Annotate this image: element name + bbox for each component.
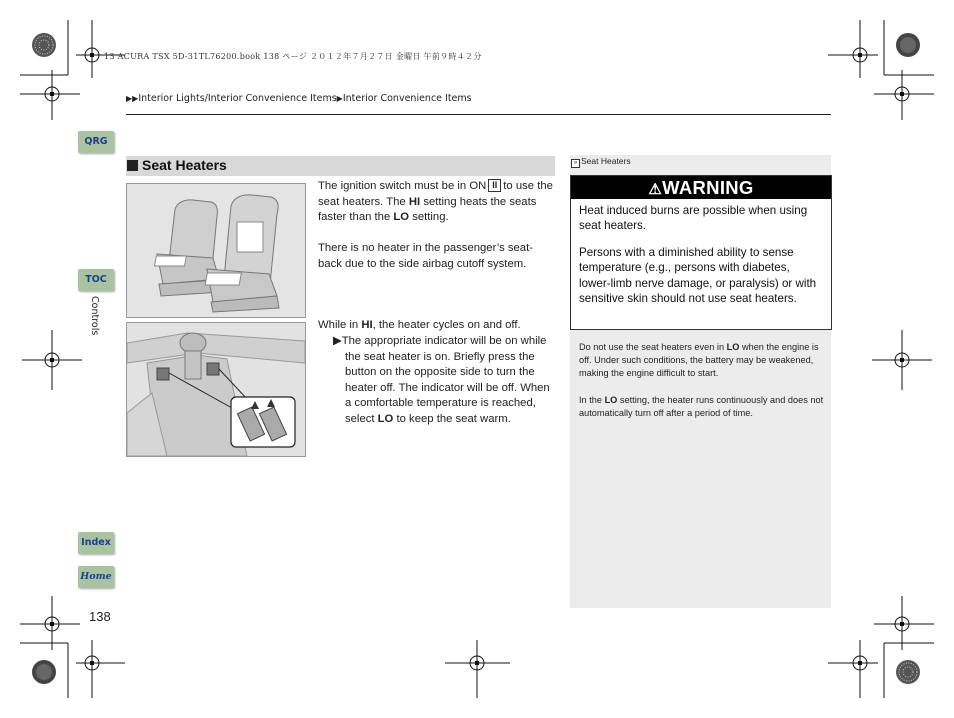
panel-heading: [571, 156, 631, 168]
battery-note: [579, 341, 829, 380]
seats-illustration: [126, 183, 306, 318]
section-title: Seat Heaters: [142, 157, 227, 173]
page-number: 138: [89, 609, 111, 624]
breadcrumb-link-convenience-items[interactable]: Interior Convenience Items: [342, 93, 472, 104]
hi-label-2: HI: [361, 319, 373, 331]
warning-triangle-icon: ⚠: [648, 181, 663, 198]
hi-label: HI: [408, 195, 421, 208]
note1-lo-label: LO: [726, 342, 740, 352]
note1-text-b: when the engine is off. Under such conditions, the battery may be weakened, making the engine difficult to start.: [579, 342, 819, 378]
p1-text-b: to use the seat heaters. The: [318, 180, 553, 208]
p1-text-c: setting heats the seats faster than the: [318, 195, 537, 223]
index-button[interactable]: Index: [78, 532, 114, 554]
lo-label-2: LO: [377, 412, 394, 425]
console-drawing-icon: [127, 323, 305, 456]
ignition-on-symbol: II: [488, 179, 501, 192]
indicator-text-b: to keep the seat warm.: [396, 412, 511, 425]
indicator-note: [333, 334, 556, 427]
passenger-paragraph: There is no heater in the passenger’s seat-back due to the side airbag cutoff system.: [318, 242, 533, 270]
heading-square-icon: [127, 160, 138, 171]
p3-text-b: , the heater cycles on and off.: [372, 319, 521, 331]
reference-icon: »: [571, 159, 580, 168]
qrg-button[interactable]: QRG: [78, 131, 114, 153]
note2-text-a: In the: [579, 395, 602, 405]
chapter-label: [88, 296, 100, 356]
indicator-text-a: ▶The appropriate indicator will be on while the seat heater is on. Briefly press the button on the opposite side to turn the heater off. The indicator will be off. When a comfortable temperature is reached, select: [333, 335, 550, 425]
warning-paragraph-2: Persons with a diminished ability to sense temperature (e.g., persons with diabetes, lower-limb nerve damage, or paralysis) or with sensitive skin should not use seat heaters.: [579, 245, 817, 306]
warning-title: [571, 176, 831, 199]
ignition-paragraph: [318, 179, 556, 226]
panel-heading-text: Seat Heaters: [581, 156, 631, 166]
hi-cycle-paragraph: [318, 318, 556, 334]
seats-drawing-icon: [127, 184, 305, 317]
lo-setting-note: [579, 394, 829, 420]
breadcrumb: [126, 93, 472, 104]
print-file-info: 13 ACURA TSX 5D-31TL76200.book 138 ページ ２０１２年７月２７日 金曜日 午前９時４２分: [104, 52, 482, 61]
toc-button[interactable]: TOC: [78, 269, 114, 291]
p1-text-d: setting.: [412, 211, 449, 223]
breadcrumb-separator: ▶: [336, 94, 343, 103]
p3-text-a: While in: [318, 319, 359, 331]
p1-text-a: The ignition switch must be in ON: [318, 180, 487, 192]
home-button[interactable]: Home: [78, 566, 114, 588]
warning-title-text: WARNING: [662, 177, 754, 198]
console-illustration: [126, 322, 306, 457]
note2-text-b: setting, the heater runs continuously and does not automatically turn off after a period of time.: [579, 395, 824, 418]
header-rule: [126, 114, 831, 115]
breadcrumb-arrows: ▶▶: [126, 94, 139, 103]
breadcrumb-link-interior-lights[interactable]: Interior Lights/Interior Convenience Items: [138, 93, 337, 104]
note2-lo-label: LO: [604, 395, 618, 405]
warning-body: [579, 203, 823, 317]
lo-label: LO: [393, 211, 410, 223]
note1-text-a: Do not use the seat heaters even in: [579, 342, 725, 352]
warning-box: [570, 175, 832, 330]
chapter-label-text: Controls: [89, 296, 100, 336]
warning-paragraph-1: Heat induced burns are possible when using seat heaters.: [579, 204, 808, 233]
section-heading: [126, 156, 555, 176]
